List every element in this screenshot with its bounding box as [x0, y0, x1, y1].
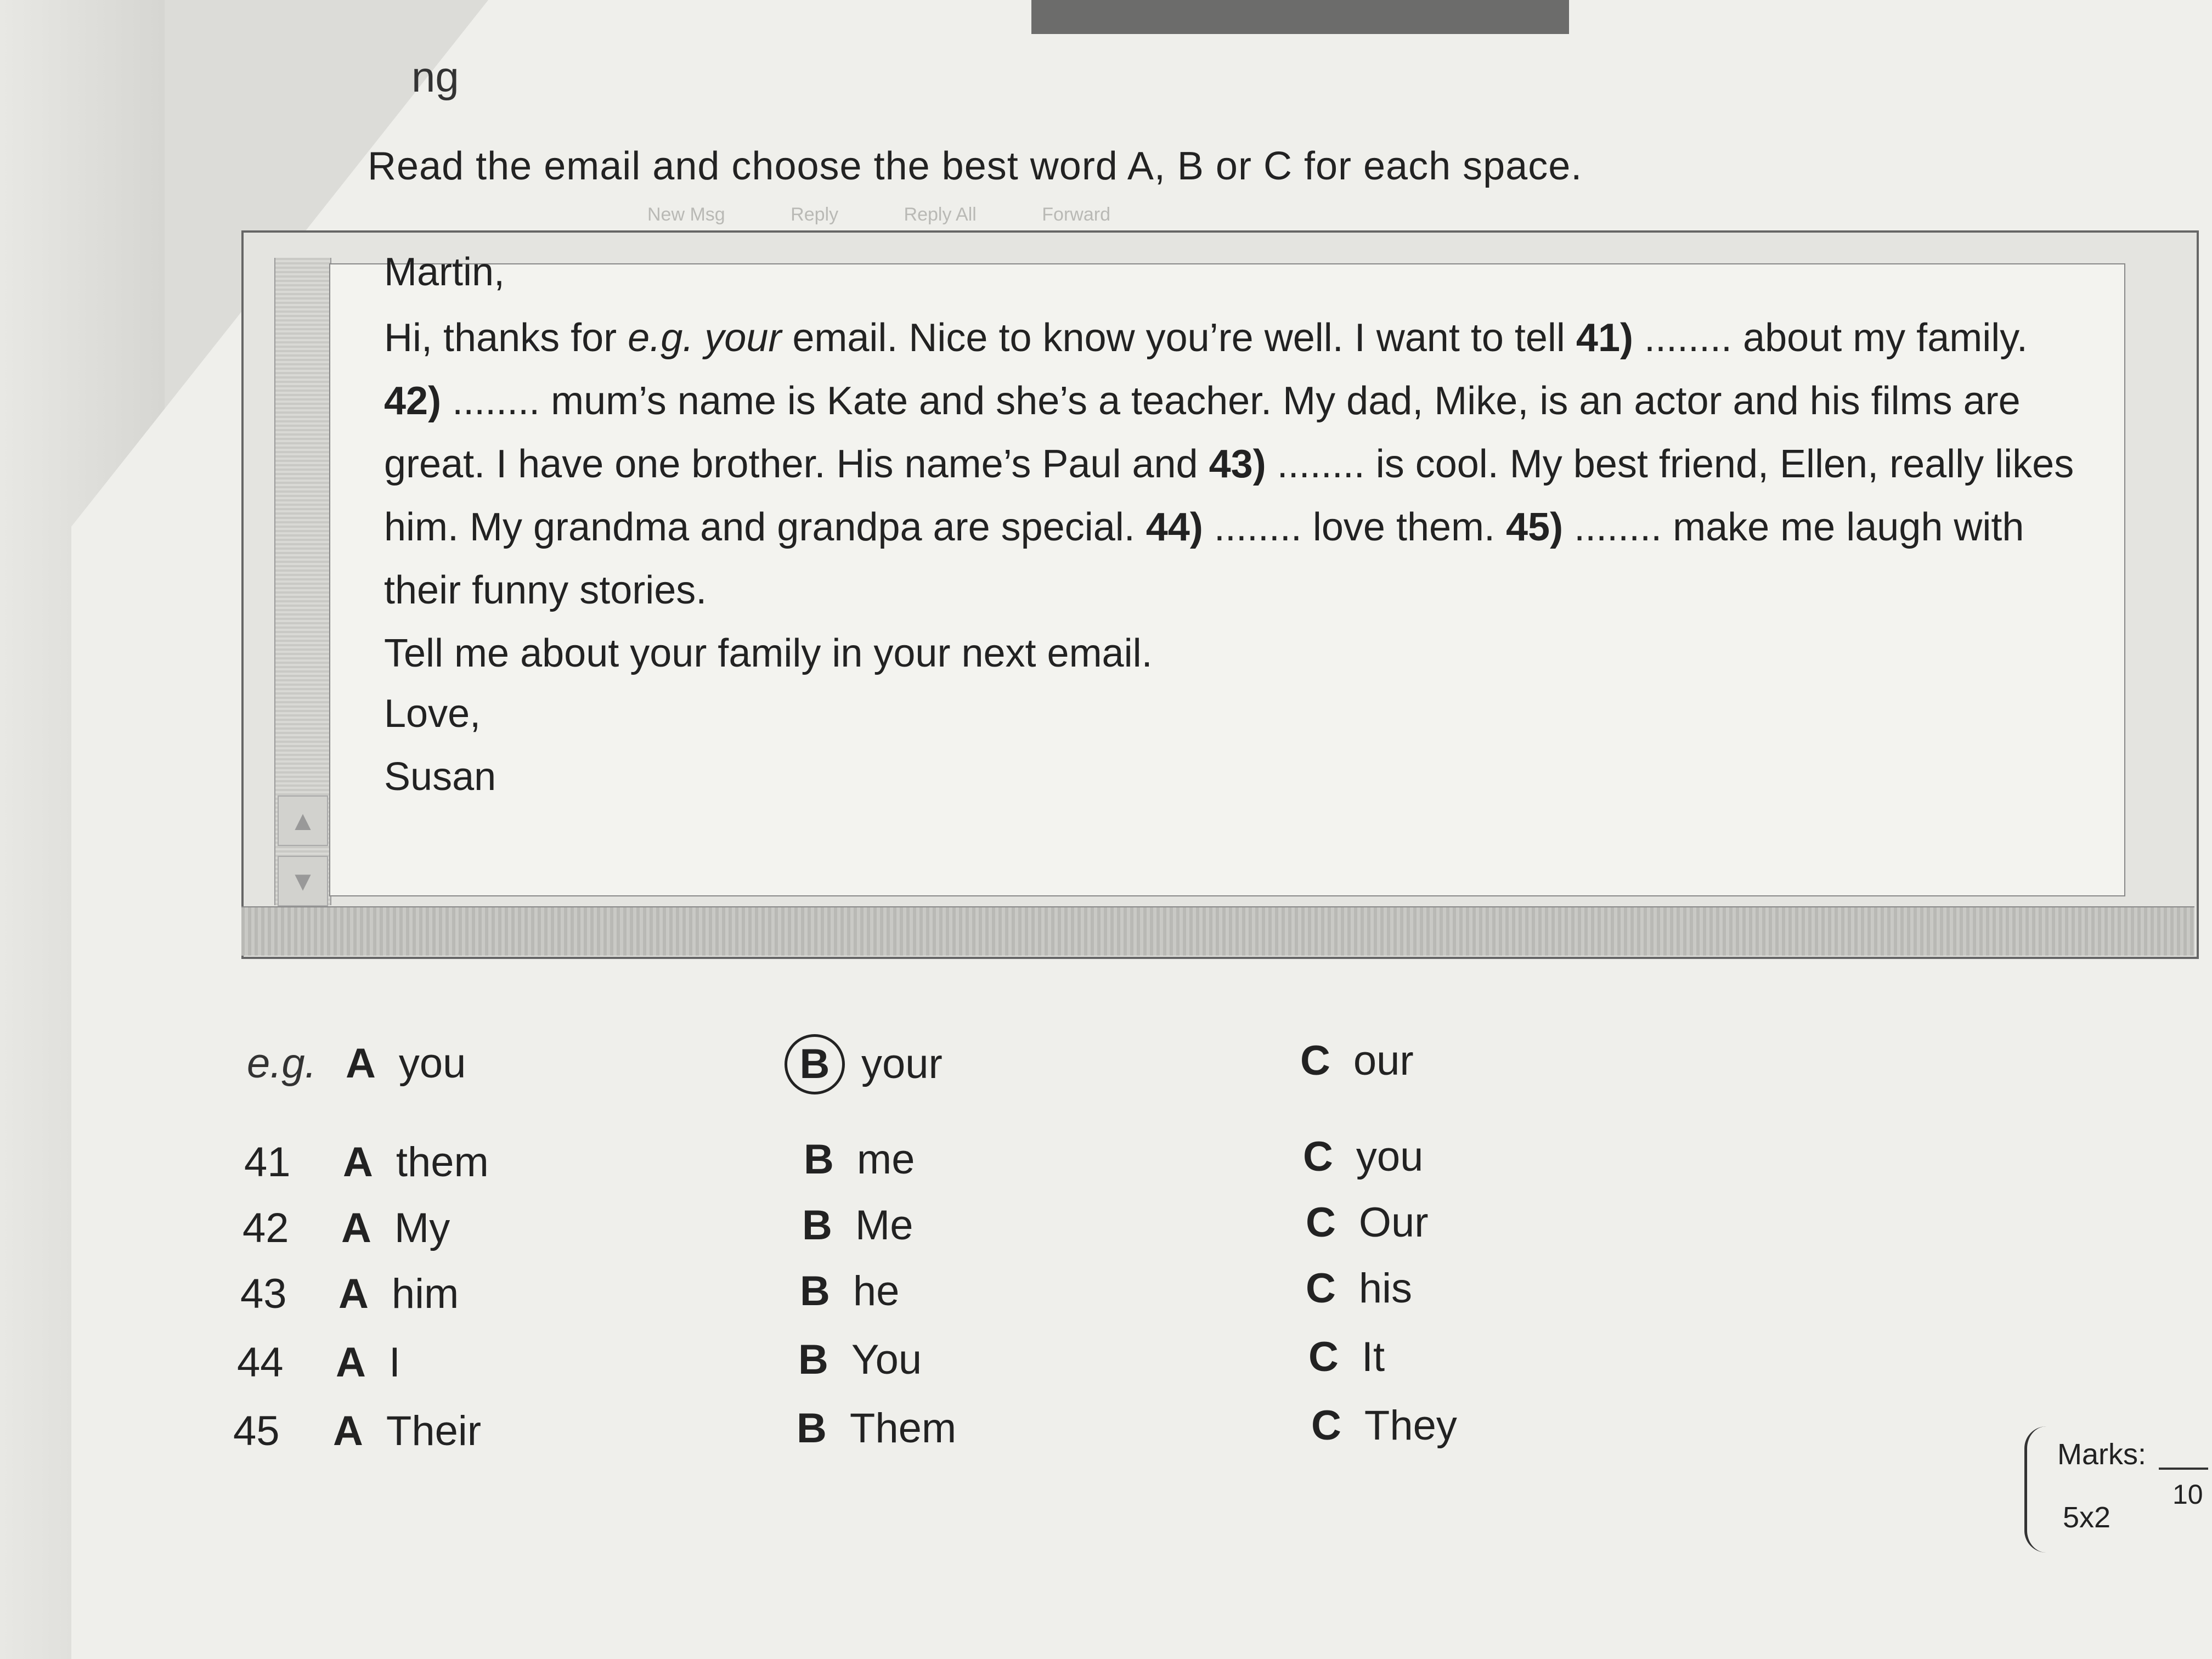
option-44-c: C It — [1308, 1334, 1385, 1380]
scroll-up-arrow-icon: ▲ — [278, 795, 328, 846]
section-title-fragment: ng — [411, 53, 459, 101]
option-45-b: B Them — [797, 1405, 957, 1452]
option-42-b: B Me — [802, 1202, 913, 1249]
exercise-instruction: Read the email and choose the best word A, B or C for each space. — [368, 144, 1583, 188]
marks-bracket — [2024, 1426, 2049, 1553]
email-closing: Love, — [384, 692, 481, 736]
example-label: e.g. — [247, 1040, 317, 1087]
toolbar-new-message: New Msg — [647, 204, 725, 225]
example-option-a: A you — [346, 1040, 466, 1087]
toolbar-reply: Reply — [791, 204, 839, 225]
option-41-a: A them — [343, 1139, 489, 1186]
email-greeting: Martin, — [384, 250, 505, 294]
example-option-c: C our — [1300, 1037, 1414, 1084]
email-bottom-bar — [241, 906, 2194, 956]
option-44-a: A I — [336, 1339, 401, 1386]
marks-total: 10 — [2172, 1479, 2203, 1510]
option-43-b: B he — [800, 1268, 900, 1314]
option-42-c: C Our — [1306, 1199, 1429, 1246]
question-number: 44 — [237, 1339, 284, 1386]
email-line-5: their funny stories. — [384, 568, 707, 612]
option-42-a: A My — [341, 1205, 450, 1251]
option-43-c: C his — [1306, 1265, 1413, 1312]
option-44-b: B You — [798, 1336, 922, 1383]
email-line-2: 42) ........ mum’s name is Kate and she’s a teacher. My dad, Mike, is an actor and his films are — [384, 379, 2021, 423]
option-41-b: B me — [804, 1136, 915, 1183]
email-line-3: great. I have one brother. His name’s Paul and 43) ........ is cool. My best friend, Ellen, really likes — [384, 442, 2074, 486]
email-line-1: Hi, thanks for e.g. your email. Nice to know you’re well. I want to tell 41) ........ about my family. — [384, 316, 2028, 360]
example-option-b: B your — [785, 1034, 943, 1094]
scroll-down-arrow-icon: ▼ — [278, 856, 328, 906]
top-dark-bar — [1031, 0, 1569, 34]
option-45-c: C They — [1311, 1402, 1457, 1449]
email-line-6: Tell me about your family in your next email. — [384, 631, 1153, 675]
option-41-c: C you — [1303, 1133, 1424, 1180]
question-number: 42 — [242, 1205, 289, 1251]
email-line-4: him. My grandma and grandpa are special. 44) ........ love them. 45) ........ make me laugh with — [384, 505, 2024, 549]
marks-label: Marks: — [2057, 1438, 2146, 1471]
email-toolbar — [647, 204, 1171, 225]
marks-formula: 5x2 — [2063, 1501, 2111, 1534]
option-45-a: A Their — [333, 1408, 482, 1454]
toolbar-reply-all: Reply All — [904, 204, 977, 225]
question-number: 43 — [240, 1271, 287, 1317]
email-signature: Susan — [384, 755, 496, 799]
toolbar-forward: Forward — [1042, 204, 1110, 225]
question-number: 41 — [244, 1139, 291, 1186]
marks-answer-line — [2159, 1468, 2208, 1470]
question-number: 45 — [233, 1408, 280, 1454]
option-43-a: A him — [338, 1271, 459, 1317]
circled-answer-b: B — [785, 1034, 845, 1094]
